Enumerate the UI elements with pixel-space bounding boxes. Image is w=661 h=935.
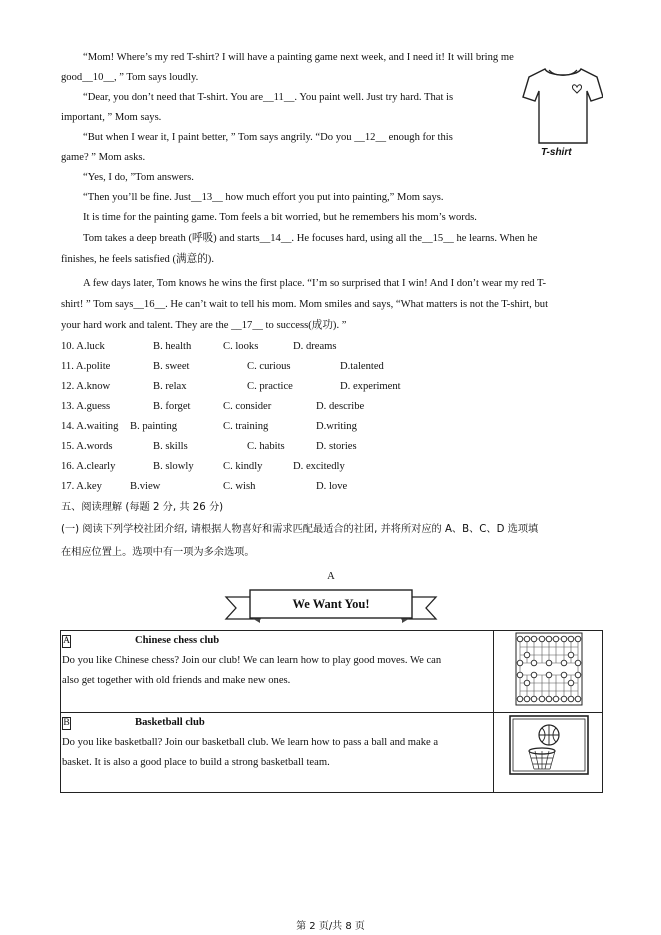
chinese-chess-board-icon: [494, 631, 602, 709]
option-row: 13. A.guess B. forget C. consider D. describe: [61, 401, 365, 412]
club-title: Basketball club: [135, 717, 205, 728]
option-row: 14. A.waiting B. painting C. training D.writing: [61, 421, 357, 432]
club-title: Chinese chess club: [135, 635, 220, 646]
club-row: [61, 713, 603, 793]
tshirt-icon: [521, 63, 603, 147]
passage-label: A: [327, 571, 335, 582]
instructions-line: (一) 阅读下列学校社团介绍, 请根据人物喜好和需求匹配最适合的社团, 并将所对应的 A、B、C、D 选项填: [61, 524, 539, 535]
club-description: Do you like basketball? Join our basketball club. We learn how to pass a ball and make a: [62, 737, 439, 748]
basketball-hoop-icon: [494, 713, 602, 789]
option-row: 15. A.words B. skills C. habits D. stories: [61, 441, 357, 452]
banner-title: We Want You!: [292, 597, 370, 611]
option-row: 11. A.polite B. sweet C. curious D.talented: [61, 361, 384, 372]
club-row: [61, 631, 603, 713]
club-letter: B: [63, 718, 70, 728]
option-row: 16. A.clearly B. slowly C. kindly D. excitedly: [61, 461, 345, 472]
option-row: 17. A.key B.view C. wish D. love: [61, 481, 348, 492]
story-line: “But when I wear it, I paint better, ” Tom says angrily. “Do you __12__ enough for this: [83, 132, 453, 143]
we-want-you-banner: [224, 587, 438, 627]
tshirt-illustration: [521, 63, 603, 163]
story-line: shirt! ” Tom says__16__. He can’t wait to tell his mom. Mom smiles and says, “What matters is not the T-shirt, but: [61, 299, 549, 310]
story-line: “Mom! Where’s my red T-shirt? I will have a painting game next week, and I need it! It will bring me: [83, 52, 514, 63]
clubs-table: [60, 630, 603, 793]
story-line: game? ” Mom asks.: [61, 152, 146, 163]
club-description: basket. It is also a good place to build a strong basketball team.: [62, 757, 330, 768]
story-line: finishes, he feels satisfied (满意的).: [61, 254, 214, 265]
instructions-line: 在相应位置上。选项中有一项为多余选项。: [61, 547, 255, 558]
story-line: good__10__, ” Tom says loudly.: [61, 72, 199, 83]
club-description: Do you like Chinese chess? Join our club! We can learn how to play good moves. We can: [62, 655, 442, 666]
club-description: also get together with old friends and make new ones.: [62, 675, 291, 686]
story-line: It is time for the painting game. Tom feels a bit worried, but he remembers his mom’s words.: [83, 212, 477, 223]
story-line: “Then you’ll be fine. Just__13__ how much effort you put into painting,” Mom says.: [83, 192, 444, 203]
story-line: important, ” Mom says.: [61, 112, 162, 123]
story-line: your hard work and talent. They are the __17__ to success(成功). ”: [61, 320, 347, 331]
option-row: 12. A.know B. relax C. practice D. experiment: [61, 381, 401, 392]
club-letter: A: [63, 636, 70, 646]
story-line: Tom takes a deep breath (呼吸) and starts__14__. He focuses hard, using all the__15__ he learns. When he: [83, 233, 538, 244]
tshirt-caption: T-shirt: [541, 147, 572, 158]
story-line: “Yes, I do, ”Tom answers.: [83, 172, 194, 183]
story-line: “Dear, you don’t need that T-shirt. You are__11__. You paint well. Just try hard. That is: [83, 92, 454, 103]
story-line: A few days later, Tom knows he wins the first place. “I’m so surprised that I win! And I don’t wear my red T-: [83, 278, 546, 289]
option-row: 10. A.luck B. health C. looks D. dreams: [61, 341, 337, 352]
section-heading: 五、阅读理解 (每题 2 分, 共 26 分): [61, 502, 224, 513]
page-footer: 第 2 页/共 8 页: [296, 921, 365, 932]
